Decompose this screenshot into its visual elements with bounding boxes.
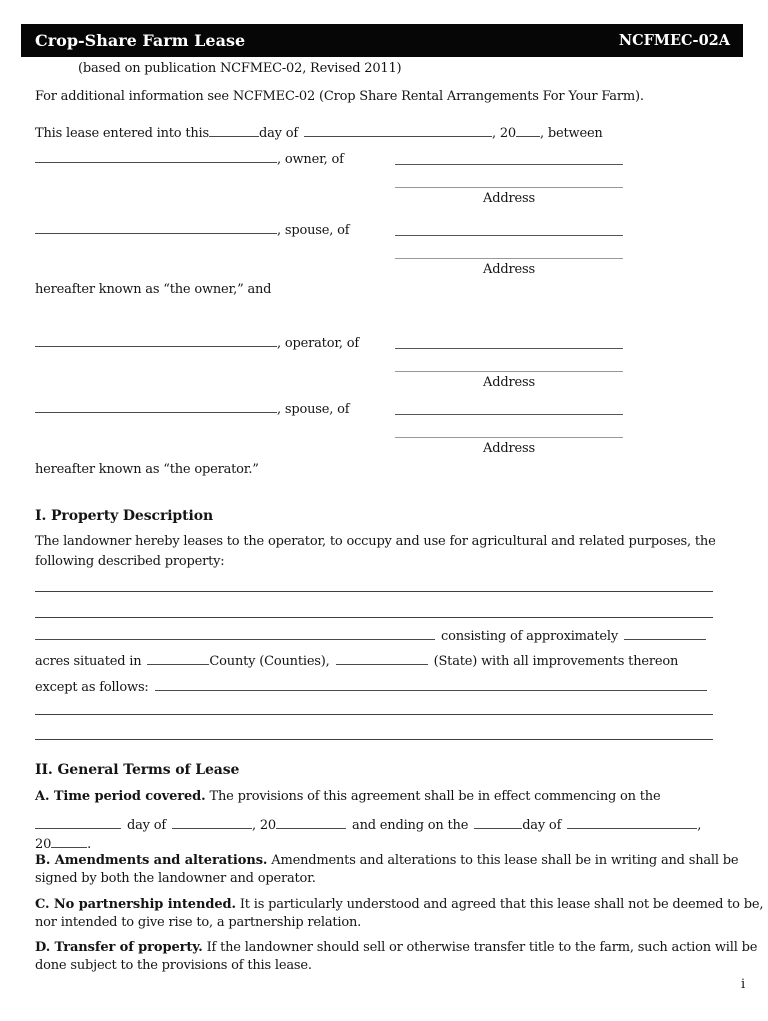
state-label-text: (State) with all improvements thereon <box>433 654 679 669</box>
item-c-line-1 <box>35 896 763 914</box>
operator-spouse-address-line-2[interactable] <box>395 421 623 438</box>
county-blank[interactable] <box>147 650 209 665</box>
item-d-text-1: If the landowner should sell or otherwise transfer title to the farm, such action will be <box>206 940 758 955</box>
item-a-label: A. Time period covered. <box>35 789 206 804</box>
property-description-blank-2[interactable] <box>35 601 713 618</box>
property-description-blank-3[interactable] <box>35 625 435 640</box>
item-c-line-2: nor intended to give rise to, a partnership relation. <box>35 915 362 930</box>
ending-year-blank[interactable] <box>51 833 87 848</box>
item-b-label: B. Amendments and alterations. <box>35 853 268 868</box>
except-blank-1[interactable] <box>155 676 707 691</box>
owner-address-line-1[interactable] <box>395 148 623 165</box>
item-a-line-1 <box>35 788 660 806</box>
owner-spouse-address-line-1[interactable] <box>395 219 623 236</box>
owner-spouse-address-caption: Address <box>483 262 535 277</box>
consisting-row <box>35 625 706 646</box>
owner-spouse-label-text: , spouse, of <box>277 223 350 238</box>
property-description-blank-1[interactable] <box>35 575 713 592</box>
ending-day-blank[interactable] <box>474 814 522 829</box>
item-c-text-1: It is particularly understood and agreed that this lease shall not be deemed to be, <box>239 897 764 912</box>
ending-month-blank[interactable] <box>567 814 697 829</box>
header-bar <box>21 24 743 57</box>
operator-address-line-2[interactable] <box>395 355 623 372</box>
state-blank[interactable] <box>336 650 428 665</box>
form-subtitle: (based on publication NCFMEC-02, Revised 2011) <box>78 61 402 76</box>
item-d-line-2: done subject to the provisions of this lease. <box>35 958 312 973</box>
owner-spouse-address-line-2[interactable] <box>395 242 623 259</box>
item-a-ending-text: and ending on the <box>352 818 469 833</box>
entry-pre-text: This lease entered into this <box>35 126 209 141</box>
except-row <box>35 676 707 697</box>
form-title: Crop-Share Farm Lease <box>35 30 246 50</box>
section-i-body-line-2: following described property: <box>35 554 225 569</box>
commence-day-blank[interactable] <box>35 814 121 829</box>
item-a-dayof1-text: day of <box>127 818 166 833</box>
page-number: i <box>741 977 745 992</box>
owner-spouse-name-blank[interactable] <box>35 219 277 234</box>
operator-closing-text: hereafter known as “the operator.” <box>35 462 259 477</box>
owner-closing-text: hereafter known as “the owner,” and <box>35 282 272 297</box>
operator-spouse-label-text: , spouse, of <box>277 402 350 417</box>
item-b-line-2: signed by both the landowner and operator. <box>35 871 316 886</box>
item-b-text-1: Amendments and alterations to this lease shall be in writing and shall be <box>271 853 739 868</box>
owner-name-blank[interactable] <box>35 148 277 163</box>
item-a-line-2 <box>35 814 701 835</box>
entry-between-text: , between <box>540 126 603 141</box>
acres-row <box>35 650 678 671</box>
item-c-label: C. No partnership intended. <box>35 897 236 912</box>
acreage-blank[interactable] <box>624 625 706 640</box>
operator-spouse-address-caption: Address <box>483 441 535 456</box>
entry-dayof-text: day of <box>259 126 298 141</box>
item-a-year1-text: , 20 <box>252 818 277 833</box>
item-a-line-3 <box>35 833 91 854</box>
owner-address-line-2[interactable] <box>395 171 623 188</box>
entry-day-blank[interactable] <box>209 122 259 137</box>
item-a-year2-text: 20 <box>35 837 52 852</box>
item-a-period-text: . <box>87 837 92 852</box>
item-a-comma-text: , <box>697 818 702 833</box>
operator-spouse-row <box>35 398 349 419</box>
operator-name-blank[interactable] <box>35 332 277 347</box>
operator-row <box>35 332 359 353</box>
operator-address-caption: Address <box>483 375 535 390</box>
owner-spouse-row <box>35 219 349 240</box>
item-a-dayof2-text: day of <box>522 818 562 833</box>
item-d-line-1 <box>35 939 757 957</box>
owner-address-caption: Address <box>483 191 535 206</box>
owner-row <box>35 148 344 169</box>
except-blank-2[interactable] <box>35 698 713 715</box>
owner-label-text: , owner, of <box>277 152 344 167</box>
operator-address-line-1[interactable] <box>395 332 623 349</box>
county-label-text: County (Counties), <box>209 654 330 669</box>
item-b-line-1 <box>35 852 738 870</box>
item-d-label: D. Transfer of property. <box>35 940 203 955</box>
section-i-heading: I. Property Description <box>35 508 214 524</box>
commence-year-blank[interactable] <box>276 814 346 829</box>
operator-label-text: , operator, of <box>277 336 360 351</box>
entry-month-blank[interactable] <box>304 122 492 137</box>
operator-spouse-name-blank[interactable] <box>35 398 277 413</box>
intro-text: For additional information see NCFMEC-02 (Crop Share Rental Arrangements For Your Farm). <box>35 89 644 104</box>
consisting-text: consisting of approximately <box>441 629 618 644</box>
section-ii-heading: II. General Terms of Lease <box>35 762 240 778</box>
operator-spouse-address-line-1[interactable] <box>395 398 623 415</box>
entry-year-text: , 20 <box>492 126 517 141</box>
except-blank-3[interactable] <box>35 723 713 740</box>
except-label-text: except as follows: <box>35 680 149 695</box>
form-code: NCFMEC-02A <box>618 31 730 49</box>
commence-month-blank[interactable] <box>172 814 252 829</box>
item-a-intro-text: The provisions of this agreement shall be in effect commencing on the <box>209 789 661 804</box>
section-i-body-line-1: The landowner hereby leases to the operator, to occupy and use for agricultural and related purposes, the <box>35 534 716 549</box>
entry-year-blank[interactable] <box>516 122 540 137</box>
acres-pre-text: acres situated in <box>35 654 142 669</box>
entry-line <box>35 122 603 143</box>
